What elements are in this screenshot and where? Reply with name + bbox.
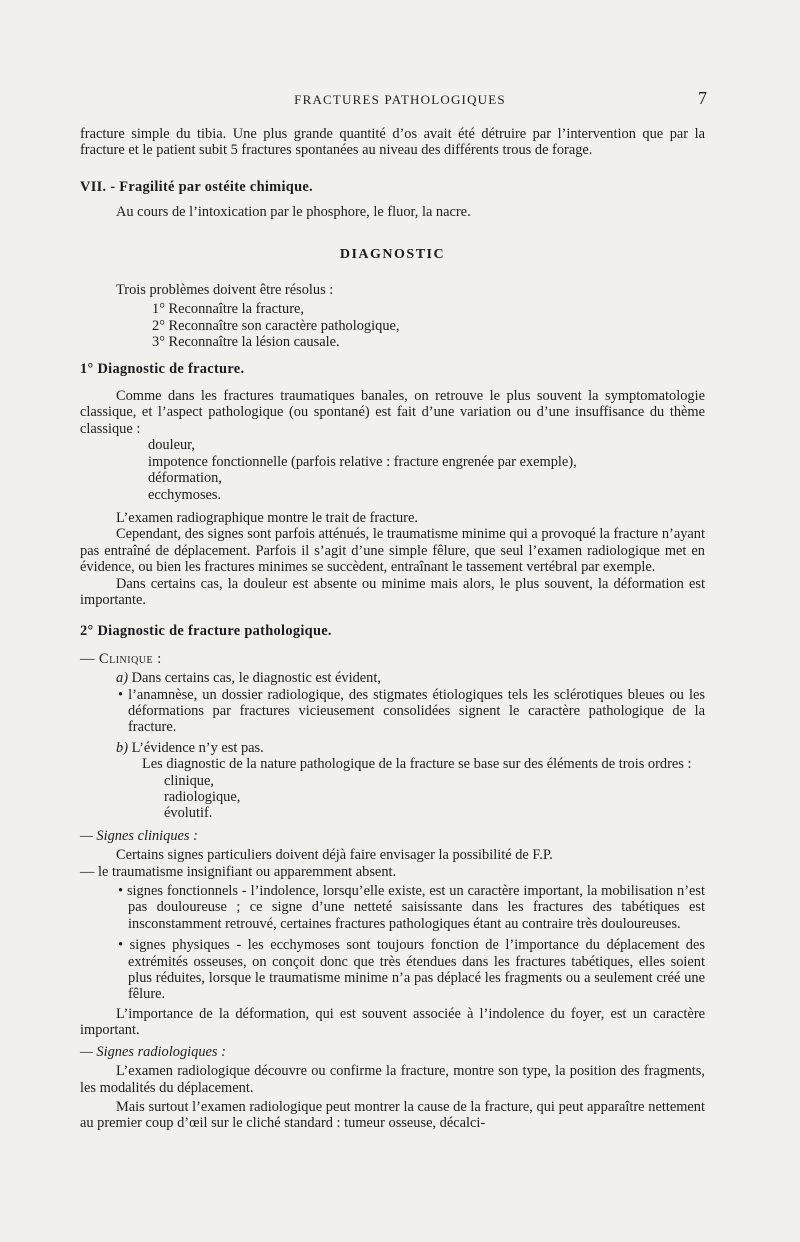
orders-list: [80, 773, 705, 822]
page-number: 7: [698, 88, 707, 108]
list-item: impotence fonctionnelle (parfois relative : fracture engrenée par exemple),: [148, 453, 577, 470]
list-item: radiologique,: [164, 789, 241, 805]
case-a-label: a): [116, 670, 128, 687]
section-vii-heading: VII. - Fragilité par ostéite chimique.: [80, 178, 313, 195]
page-body: [80, 126, 705, 1132]
section-1-paragraph-1: Comme dans les fractures traumatiques banales, on retrouve le plus souvent la symptomatologie classique, et l’aspect pathologique (ou spontané) est fait d’une variation ou d’une insuffisance du thème classique :: [80, 388, 705, 437]
case-a-text: Dans certains cas, le diagnostic est évident,: [131, 670, 381, 687]
case-b-line: [80, 740, 705, 756]
section-vii-text: Au cours de l’intoxication par le phosphore, le fluor, la nacre.: [116, 204, 471, 221]
case-b-text: L’évidence n’y est pas.: [131, 739, 264, 756]
bullet-signes-physiques: • signes physiques - les ecchymoses sont toujours fonction de l’importance du déplacement des extrémités osseuses, on conçoit donc que très étendues dans les fractures tabétiques, elles soient plus réduites, lorsque le traumatisme minime n’a pas déplacé les fragments ou a seulement créé une fêlure.: [118, 937, 705, 1003]
deformation-paragraph: L’importance de la déformation, qui est souvent associée à l’indolence du foyer, est un caractère important.: [80, 1005, 705, 1039]
signes-cliniques-label: — Signes cliniques :: [80, 827, 198, 844]
list-item: douleur,: [148, 437, 195, 454]
list-item: déformation,: [148, 470, 222, 487]
diagnostic-heading: DIAGNOSTIC: [339, 246, 446, 262]
radiologie-paragraph-2: Mais surtout l’examen radiologique peut montrer la cause de la fracture, qui peut apparaître nettement au premier coup d’œil sur le cliché standard : tumeur osseuse, décalci-: [80, 1098, 705, 1132]
section-1-heading: 1° Diagnostic de fracture.: [80, 360, 245, 377]
section-1-paragraph-4: Dans certains cas, la douleur est absente ou minime mais alors, le plus souvent, la déformation est importante.: [80, 575, 705, 608]
bullet-signes-fonctionnels: • signes fonctionnels - l’indolence, lorsqu’elle existe, est un caractère important, la mobilisation n’est pas douloureuse ; ce signe d’une netteté saisissante dans les fractures des tabétiques est insconstamment retrouvé, certaines fractures pathologiques étant au contraire très douloureuses.: [118, 883, 705, 932]
clinique-label: — Clinique :: [80, 650, 162, 667]
list-item: 2° Reconnaître son caractère pathologique,: [152, 317, 400, 334]
list-item: clinique,: [164, 772, 214, 789]
signes-radiologiques-label: — Signes radiologiques :: [80, 1043, 226, 1060]
list-item: ecchymoses.: [148, 486, 222, 503]
section-1-paragraph-2: L’examen radiographique montre le trait de fracture.: [116, 509, 418, 526]
case-b-label: b): [116, 739, 128, 756]
traumatisme-line: — le traumatisme insignifiant ou apparemment absent.: [80, 863, 397, 880]
radiologie-paragraph-1: L’examen radiologique découvre ou confirme la fracture, montre son type, la position des fragments, les modalités du déplacement.: [80, 1063, 705, 1096]
list-item: évolutif.: [164, 805, 213, 822]
running-title: FRACTURES PATHOLOGIQUES: [294, 92, 506, 107]
section-2-heading: 2° Diagnostic de fracture pathologique.: [80, 623, 332, 640]
section-1-paragraph-3: Cependant, des signes sont parfois atténués, le traumatisme minime qui a provoqué la fracture n’ayant pas entraîné de déplacement. Parfois il s’agit d’une simple fêlure, que seul l’examen radiologique met en évidence, ou bien les fractures minimes se succèdent, entraînant le tassement vertébral par exemple.: [80, 526, 705, 576]
list-item: 3° Reconnaître la lésion causale.: [152, 334, 340, 351]
symptoms-list: [80, 437, 705, 503]
intro-paragraph: fracture simple du tibia. Une plus grande quantité d’os avait été détruire par l’intervention que par la fracture et le patient subit 5 fractures spontanées au niveau des différents trous de forage.: [80, 126, 705, 159]
case-b-paragraph: Les diagnostic de la nature pathologique de la fracture se base sur des éléments de trois ordres :: [142, 756, 692, 773]
list-item: 1° Reconnaître la fracture,: [152, 301, 304, 318]
case-a-line: [80, 670, 705, 686]
case-a-bullet: • l’anamnèse, un dossier radiologique, des stigmates étiologiques tels les sclérotiques bleues ou les déformations par fractures vicieusement consolidées signent le caractère pathologique de la fracture.: [118, 686, 705, 736]
problems-list: [80, 301, 705, 350]
problems-intro: Trois problèmes doivent être résolus :: [116, 282, 334, 299]
signes-cliniques-text: Certains signes particuliers doivent déjà faire envisager la possibilité de F.P.: [116, 847, 553, 864]
